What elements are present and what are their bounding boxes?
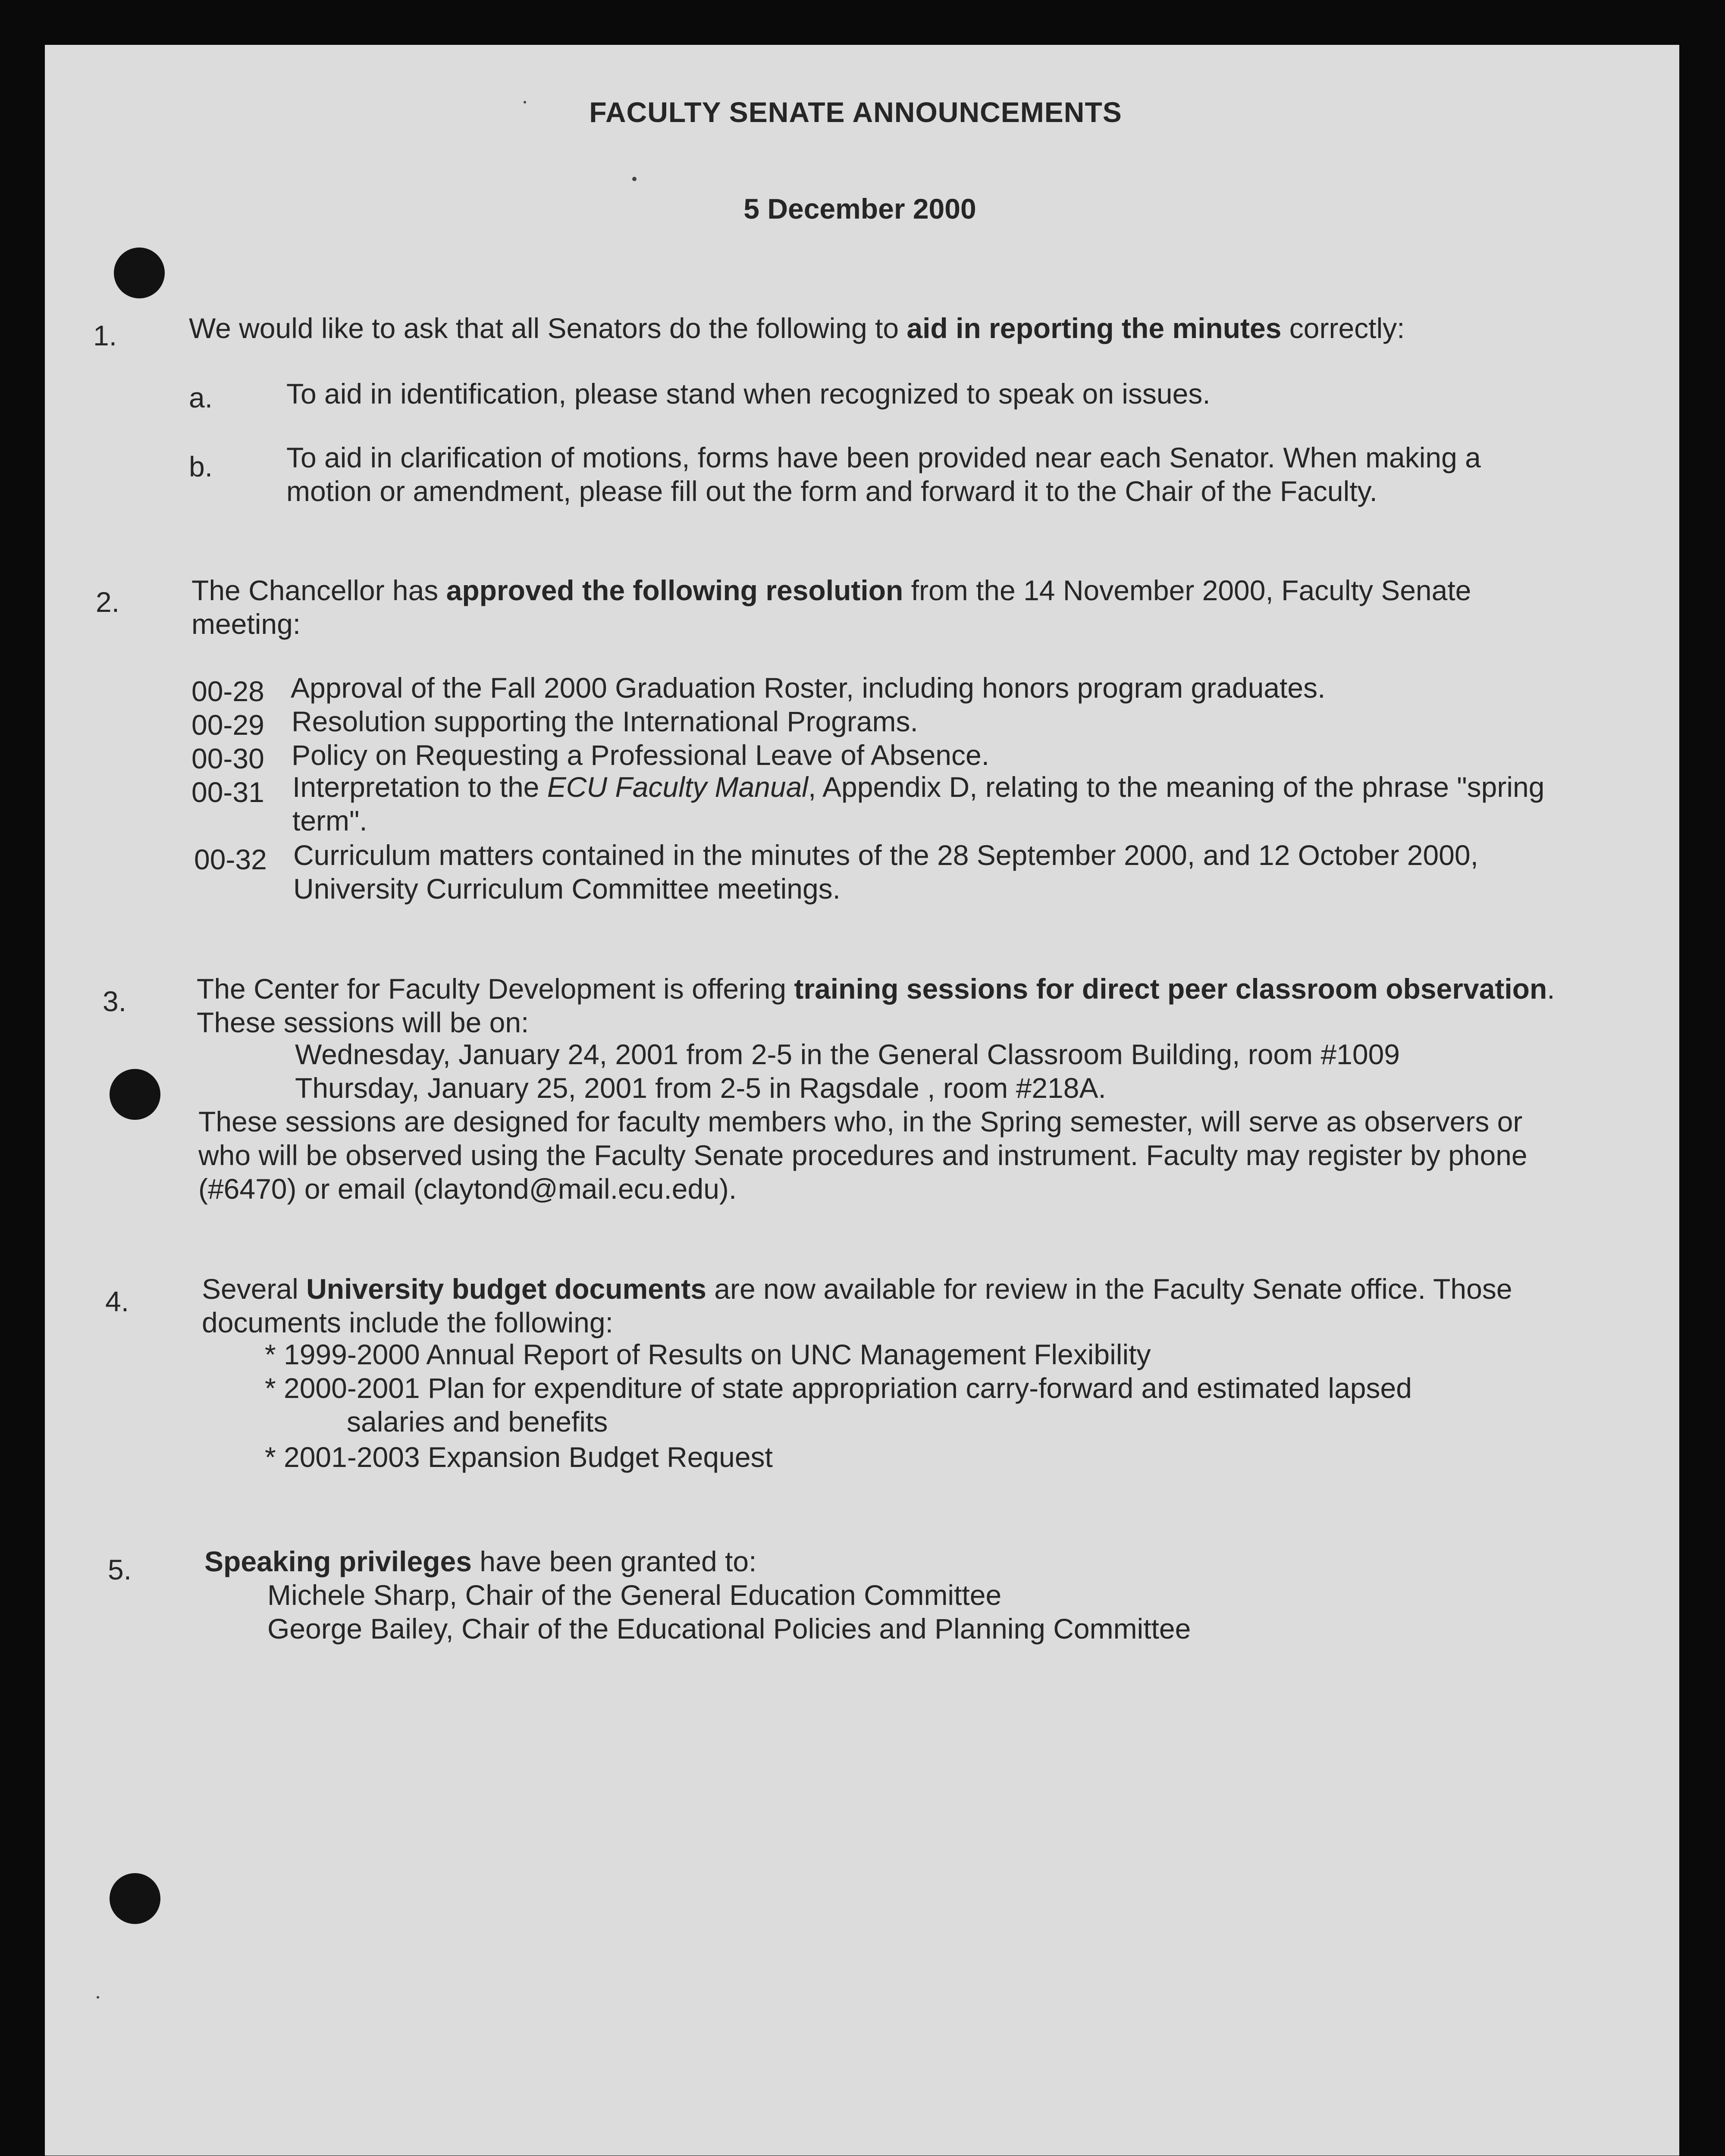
item-1-text: We would like to ask that all Senators do the following to aid in reporting the minutes correctly: xyxy=(189,312,1405,344)
item-3-text-line-2: These sessions will be on: xyxy=(197,1006,529,1038)
item-2-number: 2. xyxy=(96,586,120,618)
item-1b-label: b. xyxy=(189,451,213,483)
item-4-text-line-2: documents include the following: xyxy=(202,1307,613,1338)
resolution-code: 00-29 xyxy=(191,709,264,741)
punch-hole-middle xyxy=(110,1069,160,1120)
session-1: Wednesday, January 24, 2001 from 2-5 in the General Classroom Building, room #1009 xyxy=(295,1038,1400,1070)
item-2-text-line-2: meeting: xyxy=(191,608,301,640)
item-1b-line-2: motion or amendment, please fill out the form and forward it to the Chair of the Faculty. xyxy=(286,475,1378,507)
item-3-paragraph-line-3: (#6470) or email (claytond@mail.ecu.edu). xyxy=(198,1173,737,1205)
item-3-paragraph-line-2: who will be observed using the Faculty Senate procedures and instrument. Faculty may register by phone xyxy=(198,1139,1527,1171)
resolution-text: Interpretation to the ECU Faculty Manual, Appendix D, relating to the meaning of the phrase "spring xyxy=(292,771,1545,803)
speck xyxy=(632,177,637,181)
item-1-number: 1. xyxy=(93,320,117,351)
budget-document: * 2000-2001 Plan for expenditure of state appropriation carry-forward and estimated lapsed xyxy=(265,1372,1412,1404)
document-date: 5 December 2000 xyxy=(743,193,976,225)
document-page xyxy=(45,45,1679,2156)
resolution-text: Policy on Requesting a Professional Leave of Absence. xyxy=(292,739,990,771)
resolution-text-line-2: University Curriculum Committee meetings. xyxy=(293,873,841,905)
speck xyxy=(97,1996,99,1999)
session-2: Thursday, January 25, 2001 from 2-5 in Ragsdale , room #218A. xyxy=(295,1072,1106,1104)
item-3-number: 3. xyxy=(103,985,127,1017)
item-3-paragraph-line-1: These sessions are designed for faculty members who, in the Spring semester, will serve as observers or xyxy=(198,1106,1523,1138)
item-4-text: Several University budget documents are now available for review in the Faculty Senate office. Those xyxy=(202,1273,1512,1305)
item-1a-label: a. xyxy=(189,382,213,414)
item-4-number: 4. xyxy=(105,1285,129,1317)
budget-document: * 1999-2000 Annual Report of Results on UNC Management Flexibility xyxy=(265,1338,1151,1370)
resolution-code: 00-28 xyxy=(191,675,264,707)
resolution-code: 00-32 xyxy=(194,843,267,875)
item-1b-line-1: To aid in clarification of motions, forms have been provided near each Senator. When making a xyxy=(286,442,1481,473)
resolution-code: 00-31 xyxy=(191,776,264,808)
item-3-text: The Center for Faculty Development is offering training sessions for direct peer classroom observation. xyxy=(197,973,1555,1005)
resolution-text: Curriculum matters contained in the minutes of the 28 September 2000, and 12 October 2000, xyxy=(293,839,1478,871)
item-5-text: Speaking privileges have been granted to: xyxy=(204,1545,757,1577)
resolution-text: Approval of the Fall 2000 Graduation Roster, including honors program graduates. xyxy=(291,672,1326,704)
page-title: FACULTY SENATE ANNOUNCEMENTS xyxy=(589,96,1122,128)
punch-hole-bottom xyxy=(110,1873,160,1924)
resolution-code: 00-30 xyxy=(191,743,264,774)
speaker-1: Michele Sharp, Chair of the General Education Committee xyxy=(267,1579,1002,1611)
item-5-number: 5. xyxy=(108,1554,132,1586)
resolution-text: Resolution supporting the International Programs. xyxy=(292,705,918,737)
resolution-text-line-2: term". xyxy=(292,805,367,837)
budget-document-continuation: salaries and benefits xyxy=(347,1406,608,1438)
speaker-2: George Bailey, Chair of the Educational Policies and Planning Committee xyxy=(267,1613,1191,1645)
item-1a-text: To aid in identification, please stand when recognized to speak on issues. xyxy=(286,378,1211,410)
budget-document: * 2001-2003 Expansion Budget Request xyxy=(265,1441,773,1473)
item-2-text: The Chancellor has approved the following resolution from the 14 November 2000, Faculty Senate xyxy=(191,574,1471,606)
punch-hole-top xyxy=(114,248,165,298)
